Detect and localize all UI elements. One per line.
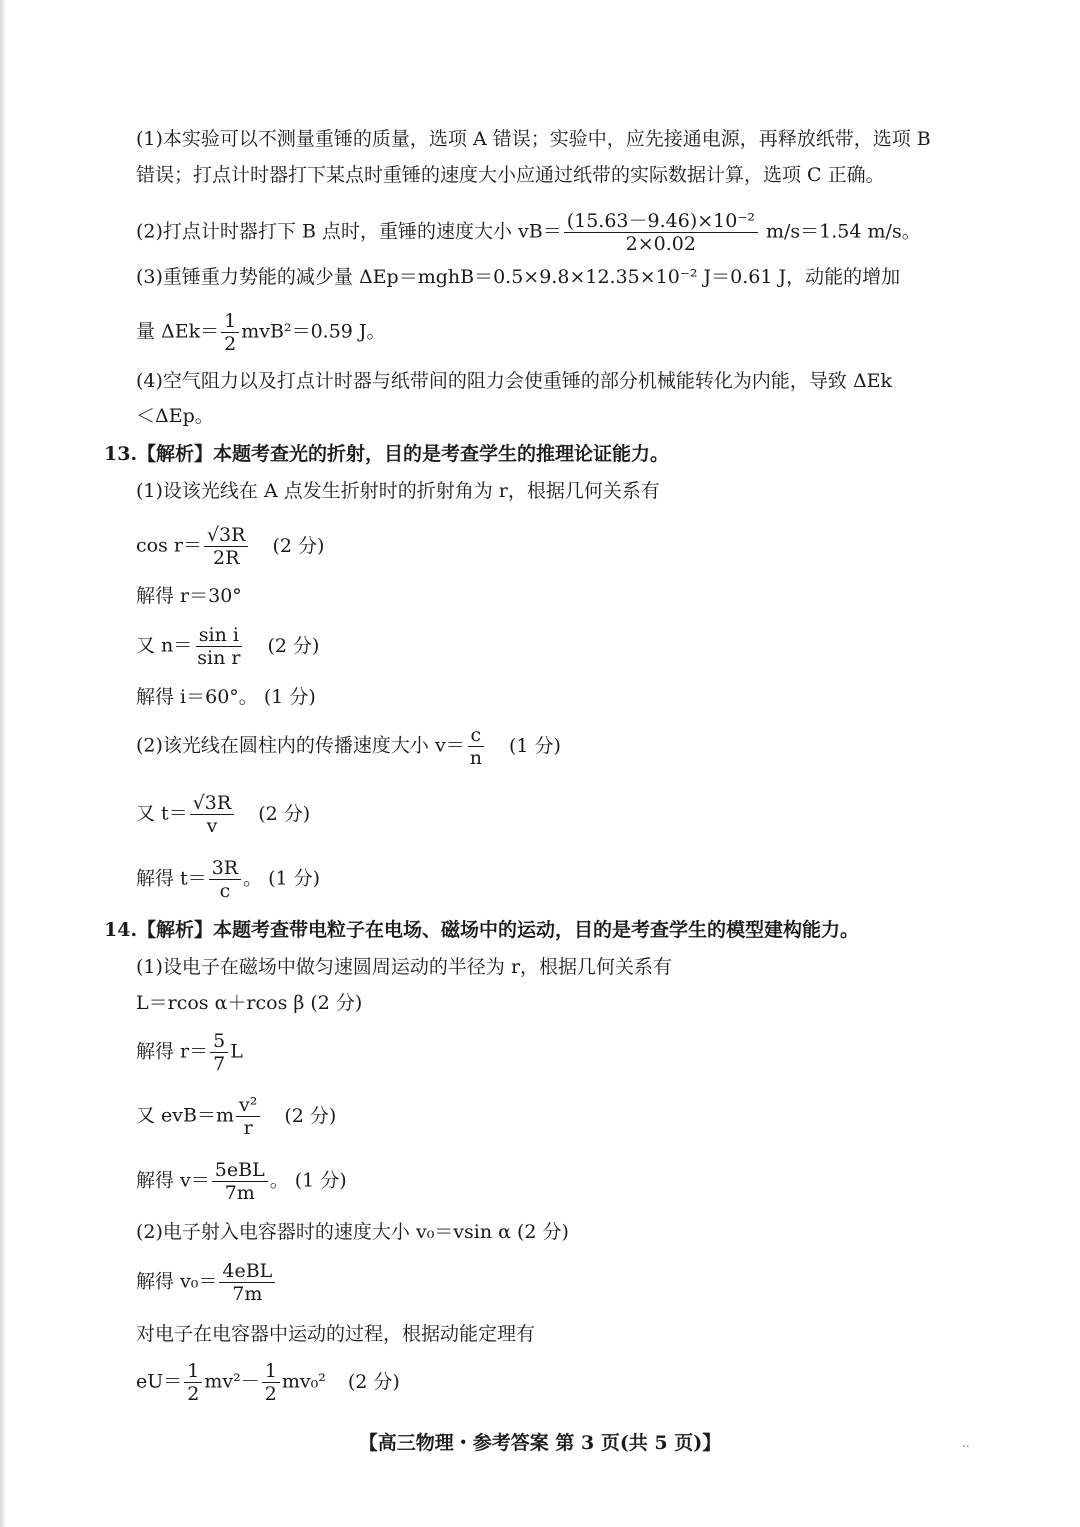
- fraction-denominator: 7m: [224, 1182, 255, 1204]
- fraction-numerator: 1: [262, 1360, 280, 1383]
- q13-header: 13.【解析】本题考查光的折射，目的是考查学生的推理论证能力。: [104, 443, 670, 465]
- q12-part3-fraction: [221, 310, 239, 355]
- q14-l9-post: mv₀²: [281, 1370, 326, 1393]
- q12-part4-line1: (4)空气阻力以及打点计时器与纸带间的阻力会使重锤的部分机械能转化为内能，导致 ΔEk: [136, 370, 893, 392]
- q12-part3-line2: [136, 310, 386, 355]
- fraction-denominator: 2: [264, 1383, 277, 1405]
- q14-energy-equation: [136, 1360, 400, 1405]
- q14-l9-fraction1: [184, 1360, 202, 1405]
- score-mark: (2 分): [258, 802, 311, 825]
- q12-part1-line2: 错误；打点计时器打下某点时重锤的速度大小应通过纸带的实际数据计算，选项 C 正确。: [136, 164, 885, 186]
- fraction-numerator: 5: [210, 1030, 228, 1053]
- fraction-numerator: 5eBL: [212, 1159, 268, 1182]
- score-mark: (2 分): [272, 534, 325, 557]
- q13-l8-pre: 解得 t＝: [136, 867, 207, 890]
- fraction-numerator: (15.63－9.46)×10⁻²: [564, 210, 758, 233]
- fraction-denominator: 7: [213, 1053, 226, 1075]
- q13-snell-equation: [136, 624, 319, 669]
- fraction-denominator: n: [469, 747, 482, 769]
- q13-l6-pre: (2)该光线在圆柱内的传播速度大小 v＝: [136, 734, 465, 757]
- q12-part1-line1: (1)本实验可以不测量重锤的质量，选项 A 错误；实验中，应先接通电源，再释放纸带，选项 B: [136, 128, 931, 150]
- q14-line2: L＝rcos α＋rcos β (2 分): [136, 992, 363, 1014]
- q14-header: 14.【解析】本题考查带电粒子在电场、磁场中的运动，目的是考查学生的模型建构能力。: [104, 919, 860, 941]
- fraction-denominator: 2×0.02: [625, 233, 696, 255]
- score-mark: (2 分): [284, 1104, 337, 1127]
- q13-l8-fraction: [209, 857, 241, 902]
- q14-line1: (1)设电子在磁场中做匀速圆周运动的半径为 r，根据几何关系有: [136, 956, 673, 978]
- q13-l7-pre: 又 t＝: [136, 802, 188, 825]
- q12-part2-post: m/s＝1.54 m/s。: [766, 220, 921, 243]
- q13-l2-fraction: [204, 524, 249, 569]
- fraction-numerator: 4eBL: [219, 1260, 275, 1283]
- q13-line5: 解得 i＝60°。 (1 分): [136, 686, 316, 708]
- q13-l2-pre: cos r＝: [136, 534, 202, 557]
- q14-radius-equation: [136, 1030, 243, 1075]
- q13-result-equation: [136, 857, 320, 902]
- q13-speed-equation: [136, 724, 561, 769]
- q14-l3-post: L: [230, 1040, 243, 1063]
- q14-l7-fraction: [219, 1260, 275, 1305]
- q14-l7-pre: 解得 v₀＝: [136, 1270, 218, 1293]
- fraction-denominator: v: [206, 815, 218, 837]
- q12-part2: [136, 210, 921, 255]
- q12-part4-line2: ＜ΔEp。: [136, 405, 214, 427]
- q14-l5-fraction: [212, 1159, 268, 1204]
- q13-cos-equation: [136, 524, 324, 569]
- q13-l6-fraction: [467, 724, 485, 769]
- q13-l4-pre: 又 n＝: [136, 634, 193, 657]
- score-mark: 。 (1 分): [269, 1169, 347, 1192]
- q13-line1: (1)设该光线在 A 点发生折射时的折射角为 r，根据几何关系有: [136, 480, 660, 502]
- score-mark: (2 分): [347, 1370, 400, 1393]
- fraction-numerator: 1: [221, 310, 239, 333]
- q14-line6: (2)电子射入电容器时的速度大小 v₀＝vsin α (2 分): [136, 1221, 569, 1243]
- fraction-numerator: sin i: [196, 624, 242, 647]
- q12-part3-line1: (3)重锤重力势能的减少量 ΔEp＝mghB＝0.5×9.8×12.35×10⁻² J＝0.61 J，动能的增加: [136, 266, 901, 288]
- fraction-denominator: 2: [224, 333, 237, 355]
- q14-line8: 对电子在电容器中运动的过程，根据动能定理有: [136, 1323, 536, 1345]
- q14-force-equation: [136, 1094, 336, 1139]
- q13-l7-fraction: [190, 792, 235, 837]
- fraction-denominator: 2: [187, 1383, 200, 1405]
- fraction-denominator: sin r: [197, 647, 241, 669]
- page-footer: 【高三物理・参考答案 第 3 页(共 5 页)】: [358, 1432, 722, 1454]
- q12-part3-pre: 量 ΔEk＝: [136, 320, 220, 343]
- fraction-denominator: c: [219, 880, 231, 902]
- q14-l3-pre: 解得 r＝: [136, 1040, 209, 1063]
- q14-l5-pre: 解得 v＝: [136, 1169, 210, 1192]
- q14-v0-equation: [136, 1260, 277, 1305]
- score-mark: (2 分): [267, 634, 320, 657]
- fraction-numerator: c: [468, 724, 485, 747]
- page-edge-shadow: [0, 0, 6, 1527]
- fraction-numerator: 3R: [209, 857, 241, 880]
- q14-velocity-equation: [136, 1159, 347, 1204]
- fraction-denominator: 7m: [232, 1283, 263, 1305]
- fraction-numerator: 1: [184, 1360, 202, 1383]
- fraction-numerator: √3R: [204, 524, 249, 547]
- fraction-denominator: r: [243, 1117, 253, 1139]
- score-mark: (1 分): [508, 734, 561, 757]
- q14-l9-fraction2: [262, 1360, 280, 1405]
- q13-line3: 解得 r＝30°: [136, 585, 242, 607]
- score-mark: 。 (1 分): [243, 867, 321, 890]
- fraction-denominator: 2R: [213, 547, 240, 569]
- q13-l4-fraction: [194, 624, 243, 669]
- q12-part2-pre: (2)打点计时器打下 B 点时，重锤的速度大小 vB＝: [136, 220, 562, 243]
- q14-l4-fraction: [236, 1094, 260, 1139]
- q12-part3-post: mvB²＝0.59 J。: [241, 320, 386, 343]
- fraction-numerator: √3R: [190, 792, 235, 815]
- q14-l9-pre: eU＝: [136, 1370, 183, 1393]
- q13-time-equation: [136, 792, 310, 837]
- q14-l4-pre: 又 evB＝m: [136, 1104, 234, 1127]
- fraction-numerator: v²: [236, 1094, 260, 1117]
- q12-part2-fraction: [564, 210, 758, 255]
- q14-l9-mid: mv²－: [204, 1370, 260, 1393]
- footer-dots: ..: [962, 1436, 970, 1450]
- q14-l3-fraction: [210, 1030, 228, 1075]
